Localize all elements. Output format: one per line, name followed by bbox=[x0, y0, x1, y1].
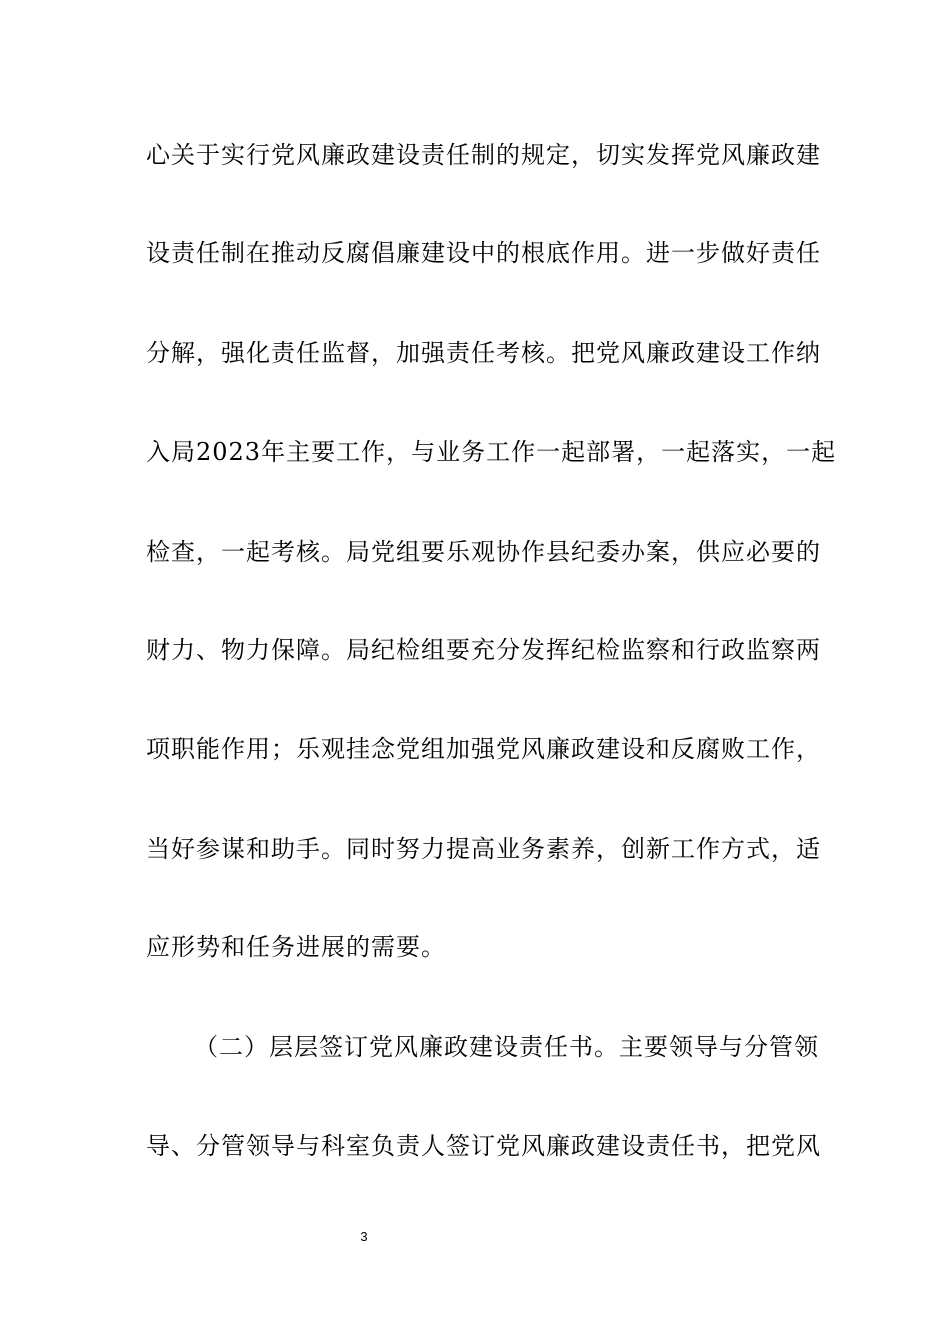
paragraph-line-9: 应形势和任务进展的需要。 bbox=[146, 933, 446, 961]
paragraph-line-8: 当好参谋和助手。同时努力提高业务素养，创新工作方式，适 bbox=[146, 835, 821, 863]
paragraph-line-4: 入局2023年主要工作，与业务工作一起部署，一起落实，一起 bbox=[146, 438, 837, 466]
paragraph-line-1: 心关于实行党风廉政建设责任制的规定，切实发挥党风廉政建 bbox=[146, 141, 821, 169]
paragraph-line-6: 财力、物力保障。局纪检组要充分发挥纪检监察和行政监察两 bbox=[146, 636, 821, 664]
paragraph-line-7: 项职能作用；乐观挂念党组加强党风廉政建设和反腐败工作， bbox=[146, 735, 821, 763]
paragraph-line-11: 导、分管领导与科室负责人签订党风廉政建设责任书，把党风 bbox=[146, 1132, 821, 1160]
paragraph-line-2: 设责任制在推动反腐倡廉建设中的根底作用。进一步做好责任 bbox=[146, 239, 821, 267]
paragraph-line-5: 检查，一起考核。局党组要乐观协作县纪委办案，供应必要的 bbox=[146, 538, 821, 566]
page-number: 3 bbox=[360, 1229, 368, 1244]
paragraph-line-3: 分解，强化责任监督，加强责任考核。把党风廉政建设工作纳 bbox=[146, 339, 821, 367]
section-heading-line: （二）层层签订党风廉政建设责任书。主要领导与分管领 bbox=[194, 1033, 819, 1061]
